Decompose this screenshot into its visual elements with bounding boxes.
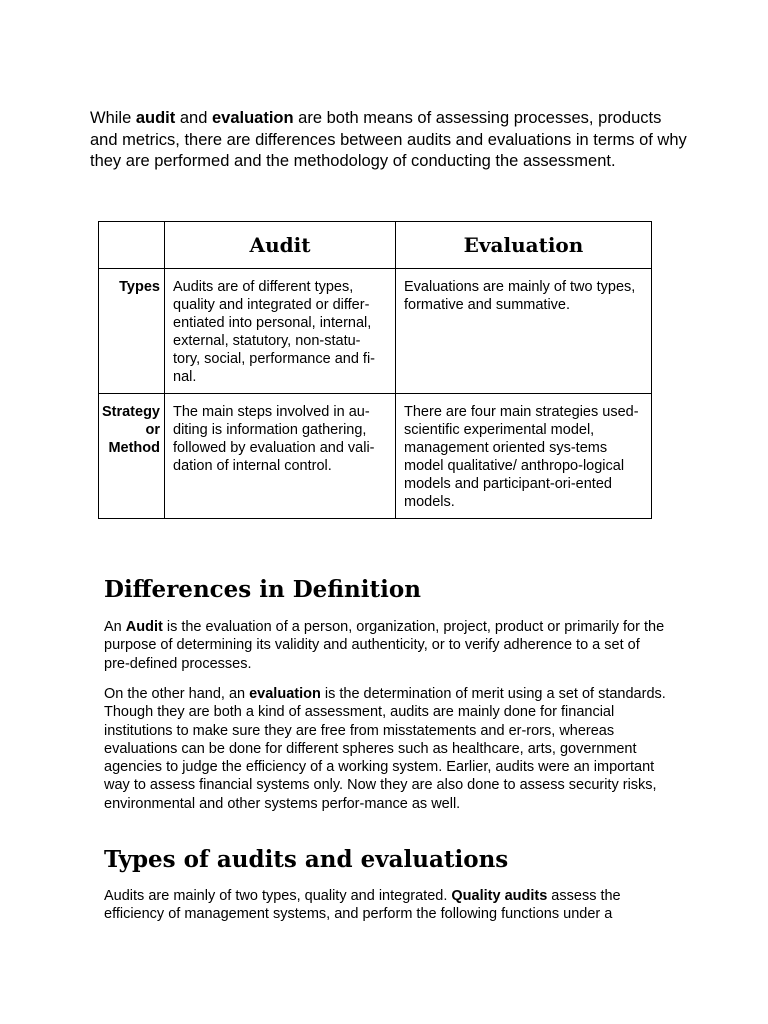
row-label-types: Types [99, 269, 165, 394]
row-label-strategy: Strategy or Method [99, 394, 165, 519]
header-empty-cell [99, 222, 165, 269]
intro-text-2: and [175, 109, 212, 127]
definition-audit-paragraph [104, 618, 669, 673]
comparison-table [98, 221, 652, 519]
cell-audit-types: Audits are of different types, quality and integrated or differ-entiated into personal, internal, external, statutory, non-statu-tory, social, performance and fi-nal. [165, 269, 396, 394]
cell-audit-strategy: The main steps involved in au-diting is information gathering, followed by evaluation and vali-dation of internal control. [165, 394, 396, 519]
header-audit: Audit [165, 222, 396, 269]
intro-text-3: are both means of assessing processes, products and metrics, there are differences between audits and evaluations in terms of why they are performed and the methodology of conducting the assessment. [90, 109, 687, 170]
def-audit-text-2: is the evaluation of a person, organization, project, product or primarily for the purpose of determining its validity and authenticity, or to verify adherence to a set of pre-defined processes. [104, 619, 665, 672]
types-bold-quality-audits: Quality audits [451, 888, 548, 904]
intro-bold-evaluation: evaluation [211, 109, 294, 127]
definition-evaluation-paragraph [104, 685, 669, 813]
intro-bold-audit: audit [135, 109, 176, 127]
def-eval-text-1: On the other hand, an [104, 686, 250, 702]
heading-differences-in-definition: Differences in Definition [104, 576, 421, 603]
table-row [99, 394, 652, 519]
types-text-2: assess the efficiency of management systems, and perform the following functions under a [104, 888, 621, 923]
cell-evaluation-strategy: There are four main strategies used- scientific experimental model, management oriented sys-tems model qualitative/ anthropo-logical models and participant-ori-ented models. [396, 394, 652, 519]
def-audit-bold: Audit [125, 619, 163, 635]
def-audit-text-1: An [104, 619, 126, 635]
heading-types-of-audits: Types of audits and evaluations [104, 846, 509, 873]
intro-text-1: While [90, 109, 136, 127]
table-header-row [99, 222, 652, 269]
def-eval-bold: evaluation [249, 686, 321, 702]
intro-paragraph [90, 108, 690, 173]
cell-evaluation-types: Evaluations are mainly of two types, formative and summative. [396, 269, 652, 394]
types-text-1: Audits are mainly of two types, quality and integrated. [104, 888, 452, 904]
def-eval-text-2: is the determination of merit using a set of standards. Though they are both a kind of assessment, audits are mainly done for financial institutions to make sure they are free from misstatements and er-rors, whereas evaluations can be done for different spheres such as healthcare, arts, government agencies to judge the efficiency of a working system. Earlier, audits were an important way to assess financial systems only. Now they are also done to assess security risks, environmental and other systems perfor-mance as well. [104, 686, 666, 812]
types-paragraph [104, 887, 669, 924]
table-row [99, 269, 652, 394]
header-evaluation: Evaluation [396, 222, 652, 269]
